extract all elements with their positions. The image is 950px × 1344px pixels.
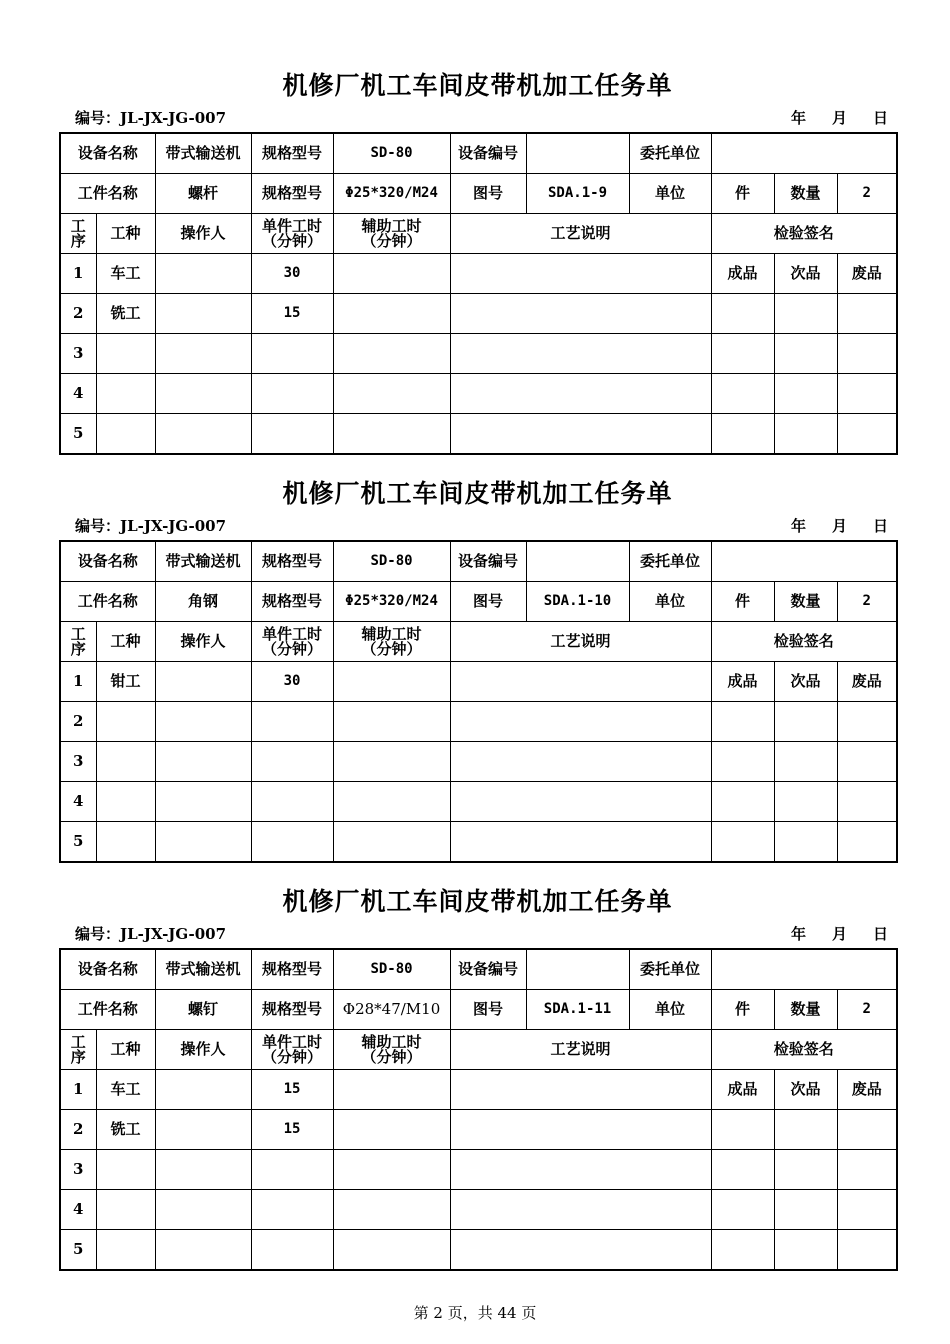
date-year: 年: [790, 109, 806, 127]
label-unit-hours-text: 单件工时（分钟）: [262, 624, 323, 658]
label-equipment-name: 设备名称: [60, 541, 155, 582]
label-drawing-no: 图号: [450, 990, 526, 1030]
row-process: [450, 374, 711, 414]
row-scrap: [837, 742, 897, 782]
row-good: [711, 1190, 774, 1230]
label-unit-hours: [251, 1030, 333, 1070]
label-process-desc: 工艺说明: [450, 622, 711, 662]
date-day: 日: [872, 925, 888, 943]
row-seq: 4: [60, 1190, 96, 1230]
row-seq: 4: [60, 782, 96, 822]
row-good: [711, 702, 774, 742]
label-good: 成品: [711, 1070, 774, 1110]
row-seq: 4: [60, 374, 96, 414]
row-second: [774, 742, 837, 782]
row-operator: [155, 374, 251, 414]
equipment-name-value: 带式输送机: [155, 133, 251, 174]
row-craft: 铣工: [96, 1110, 155, 1150]
form-date: [765, 512, 888, 540]
row-good: [711, 1150, 774, 1190]
row-scrap: [837, 294, 897, 334]
label-unit-hours: [251, 622, 333, 662]
part-spec-value: Φ25*320/M24: [333, 174, 450, 214]
row-operator: [155, 662, 251, 702]
row-scrap: [837, 374, 897, 414]
row-hours: 30: [251, 254, 333, 294]
row-craft: [96, 702, 155, 742]
row-second: [774, 294, 837, 334]
row-hours: [251, 1150, 333, 1190]
label-spec: 规格型号: [251, 582, 333, 622]
row-aux-hours: [333, 1150, 450, 1190]
date-month: 月: [831, 925, 847, 943]
row-second: [774, 334, 837, 374]
label-part-name: 工件名称: [60, 174, 155, 214]
row-seq: 1: [60, 1070, 96, 1110]
row-hours: [251, 822, 333, 863]
row-seq: 2: [60, 702, 96, 742]
row-good: [711, 782, 774, 822]
task-form-3: [59, 884, 896, 1271]
row-second: [774, 1230, 837, 1271]
form-meta: [59, 104, 896, 132]
row-operator: [155, 294, 251, 334]
row-process: [450, 334, 711, 374]
row-operator: [155, 1190, 251, 1230]
row-craft: [96, 782, 155, 822]
label-operator: 操作人: [155, 622, 251, 662]
label-equipment-no: [450, 949, 526, 990]
row-operator: [155, 334, 251, 374]
part-spec-value: Φ28*47/M10: [333, 990, 450, 1030]
row-aux-hours: [333, 1110, 450, 1150]
quantity-value: 2: [837, 174, 897, 214]
row-aux-hours: [333, 374, 450, 414]
row-process: [450, 1070, 711, 1110]
row-process: [450, 742, 711, 782]
label-aux-hours: [333, 214, 450, 254]
label-good: 成品: [711, 254, 774, 294]
label-inspection: 检验签名: [711, 1030, 897, 1070]
label-seq-text: 工序: [70, 1032, 86, 1066]
label-quantity: 数量: [774, 582, 837, 622]
label-good: 成品: [711, 662, 774, 702]
row-process: [450, 782, 711, 822]
row-aux-hours: [333, 782, 450, 822]
row-scrap: [837, 414, 897, 455]
part-name-value: 角钢: [155, 582, 251, 622]
label-drawing-no: 图号: [450, 582, 526, 622]
date-day: 日: [872, 109, 888, 127]
label-craft: 工种: [96, 622, 155, 662]
row-aux-hours: [333, 294, 450, 334]
label-seq-text: 工序: [70, 624, 86, 658]
row-craft: [96, 822, 155, 863]
date-month: 月: [831, 109, 847, 127]
label-equipment-no-text: 设备编号: [458, 960, 519, 978]
label-client: 委托单位: [629, 949, 711, 990]
row-hours: [251, 414, 333, 455]
label-seq: [60, 214, 96, 254]
row-hours: 15: [251, 1070, 333, 1110]
row-seq: 2: [60, 294, 96, 334]
client-value: [711, 949, 897, 990]
row-hours: 15: [251, 294, 333, 334]
row-seq: 3: [60, 334, 96, 374]
label-equipment-name: 设备名称: [60, 133, 155, 174]
row-hours: [251, 742, 333, 782]
label-seq: [60, 1030, 96, 1070]
row-craft: 车工: [96, 1070, 155, 1110]
row-scrap: [837, 1110, 897, 1150]
label-aux-hours-text: 辅助工时（分钟）: [361, 624, 422, 658]
label-part-name: 工件名称: [60, 990, 155, 1030]
label-spec: 规格型号: [251, 541, 333, 582]
task-table: [59, 540, 898, 863]
row-second: [774, 374, 837, 414]
row-process: [450, 1150, 711, 1190]
row-process: [450, 1110, 711, 1150]
task-form-2: [59, 476, 896, 863]
drawing-no-value: SDA.1-9: [526, 174, 629, 214]
quantity-value: 2: [837, 582, 897, 622]
row-good: [711, 414, 774, 455]
date-day: 日: [872, 517, 888, 535]
row-hours: [251, 374, 333, 414]
label-inspection: 检验签名: [711, 622, 897, 662]
row-craft: [96, 742, 155, 782]
label-operator: 操作人: [155, 214, 251, 254]
row-aux-hours: [333, 1230, 450, 1271]
page-footer: 第 2 页，共 44 页: [413, 1304, 537, 1322]
label-process-desc: 工艺说明: [450, 214, 711, 254]
row-craft: [96, 1150, 155, 1190]
label-unit: 单位: [629, 582, 711, 622]
row-hours: [251, 334, 333, 374]
row-good: [711, 742, 774, 782]
task-form-1: [59, 68, 896, 455]
equipment-spec-value: SD-80: [333, 949, 450, 990]
label-aux-hours-text: 辅助工时（分钟）: [361, 216, 422, 250]
row-process: [450, 822, 711, 863]
equipment-no-value: [526, 949, 629, 990]
row-operator: [155, 1150, 251, 1190]
form-code: 编号：JL-JX-JG-007: [75, 109, 227, 127]
label-aux-hours: [333, 1030, 450, 1070]
row-process: [450, 254, 711, 294]
label-spec: 规格型号: [251, 949, 333, 990]
form-title: 机修厂机工车间皮带机加工任务单: [282, 887, 673, 916]
label-equipment-no: [450, 541, 526, 582]
label-unit-hours-text: 单件工时（分钟）: [262, 1032, 323, 1066]
label-second: 次品: [774, 1070, 837, 1110]
client-value: [711, 133, 897, 174]
row-good: [711, 374, 774, 414]
row-craft: [96, 1190, 155, 1230]
quantity-value: 2: [837, 990, 897, 1030]
row-operator: [155, 822, 251, 863]
row-aux-hours: [333, 822, 450, 863]
form-code: 编号：JL-JX-JG-007: [75, 517, 227, 535]
label-craft: 工种: [96, 214, 155, 254]
equipment-name-value: 带式输送机: [155, 949, 251, 990]
row-scrap: [837, 1230, 897, 1271]
form-meta: [59, 920, 896, 948]
row-seq: 3: [60, 1150, 96, 1190]
row-second: [774, 1150, 837, 1190]
row-aux-hours: [333, 1190, 450, 1230]
row-second: [774, 1110, 837, 1150]
part-name-value: 螺杆: [155, 174, 251, 214]
row-seq: 1: [60, 254, 96, 294]
label-unit: 单位: [629, 174, 711, 214]
row-craft: [96, 1230, 155, 1271]
row-seq: 5: [60, 414, 96, 455]
form-title: 机修厂机工车间皮带机加工任务单: [282, 71, 673, 100]
label-spec: 规格型号: [251, 174, 333, 214]
row-process: [450, 1230, 711, 1271]
row-seq: 5: [60, 822, 96, 863]
row-operator: [155, 1070, 251, 1110]
row-seq: 2: [60, 1110, 96, 1150]
form-date: [765, 104, 888, 132]
row-operator: [155, 782, 251, 822]
unit-value: 件: [711, 174, 774, 214]
row-aux-hours: [333, 414, 450, 455]
row-good: [711, 1110, 774, 1150]
row-scrap: [837, 822, 897, 863]
row-seq: 5: [60, 1230, 96, 1271]
row-aux-hours: [333, 1070, 450, 1110]
label-aux-hours: [333, 622, 450, 662]
label-quantity: 数量: [774, 990, 837, 1030]
equipment-name-value: 带式输送机: [155, 541, 251, 582]
label-scrap: 废品: [837, 254, 897, 294]
label-equipment-no-text: 设备编号: [458, 144, 519, 162]
row-process: [450, 662, 711, 702]
row-hours: 15: [251, 1110, 333, 1150]
label-seq: [60, 622, 96, 662]
row-good: [711, 1230, 774, 1271]
label-unit: 单位: [629, 990, 711, 1030]
label-client: 委托单位: [629, 133, 711, 174]
row-scrap: [837, 702, 897, 742]
row-aux-hours: [333, 334, 450, 374]
label-scrap: 废品: [837, 1070, 897, 1110]
row-hours: 30: [251, 662, 333, 702]
row-craft: 钳工: [96, 662, 155, 702]
label-operator: 操作人: [155, 1030, 251, 1070]
row-scrap: [837, 1190, 897, 1230]
label-unit-hours-text: 单件工时（分钟）: [262, 216, 323, 250]
row-aux-hours: [333, 254, 450, 294]
equipment-spec-value: SD-80: [333, 133, 450, 174]
row-seq: 3: [60, 742, 96, 782]
unit-value: 件: [711, 582, 774, 622]
label-aux-hours-text: 辅助工时（分钟）: [361, 1032, 422, 1066]
drawing-no-value: SDA.1-11: [526, 990, 629, 1030]
row-hours: [251, 702, 333, 742]
row-operator: [155, 1230, 251, 1271]
form-title: 机修厂机工车间皮带机加工任务单: [282, 479, 673, 508]
row-good: [711, 334, 774, 374]
row-craft: [96, 334, 155, 374]
row-craft: 车工: [96, 254, 155, 294]
row-operator: [155, 702, 251, 742]
row-second: [774, 782, 837, 822]
row-aux-hours: [333, 662, 450, 702]
equipment-no-value: [526, 133, 629, 174]
form-code: 编号：JL-JX-JG-007: [75, 925, 227, 943]
drawing-no-value: SDA.1-10: [526, 582, 629, 622]
form-meta: [59, 512, 896, 540]
date-year: 年: [790, 925, 806, 943]
row-craft: 铣工: [96, 294, 155, 334]
label-quantity: 数量: [774, 174, 837, 214]
row-operator: [155, 254, 251, 294]
row-process: [450, 294, 711, 334]
row-scrap: [837, 782, 897, 822]
row-craft: [96, 414, 155, 455]
row-hours: [251, 1190, 333, 1230]
row-hours: [251, 1230, 333, 1271]
label-equipment-no-text: 设备编号: [458, 552, 519, 570]
row-scrap: [837, 1150, 897, 1190]
label-equipment-name: 设备名称: [60, 949, 155, 990]
form-date: [765, 920, 888, 948]
label-unit-hours: [251, 214, 333, 254]
label-second: 次品: [774, 662, 837, 702]
row-hours: [251, 782, 333, 822]
task-table: [59, 948, 898, 1271]
label-equipment-no: [450, 133, 526, 174]
equipment-no-value: [526, 541, 629, 582]
row-operator: [155, 414, 251, 455]
row-good: [711, 294, 774, 334]
row-process: [450, 1190, 711, 1230]
row-second: [774, 414, 837, 455]
row-second: [774, 702, 837, 742]
date-month: 月: [831, 517, 847, 535]
row-seq: 1: [60, 662, 96, 702]
equipment-spec-value: SD-80: [333, 541, 450, 582]
row-aux-hours: [333, 742, 450, 782]
label-spec: 规格型号: [251, 990, 333, 1030]
row-operator: [155, 742, 251, 782]
label-process-desc: 工艺说明: [450, 1030, 711, 1070]
client-value: [711, 541, 897, 582]
row-aux-hours: [333, 702, 450, 742]
part-name-value: 螺钉: [155, 990, 251, 1030]
label-craft: 工种: [96, 1030, 155, 1070]
label-drawing-no: 图号: [450, 174, 526, 214]
row-good: [711, 822, 774, 863]
label-scrap: 废品: [837, 662, 897, 702]
unit-value: 件: [711, 990, 774, 1030]
row-scrap: [837, 334, 897, 374]
task-table: [59, 132, 898, 455]
row-operator: [155, 1110, 251, 1150]
label-seq-text: 工序: [70, 216, 86, 250]
row-process: [450, 414, 711, 455]
row-second: [774, 1190, 837, 1230]
label-inspection: 检验签名: [711, 214, 897, 254]
part-spec-value: Φ25*320/M24: [333, 582, 450, 622]
label-spec: 规格型号: [251, 133, 333, 174]
label-part-name: 工件名称: [60, 582, 155, 622]
row-process: [450, 702, 711, 742]
label-second: 次品: [774, 254, 837, 294]
label-client: 委托单位: [629, 541, 711, 582]
row-craft: [96, 374, 155, 414]
date-year: 年: [790, 517, 806, 535]
row-second: [774, 822, 837, 863]
